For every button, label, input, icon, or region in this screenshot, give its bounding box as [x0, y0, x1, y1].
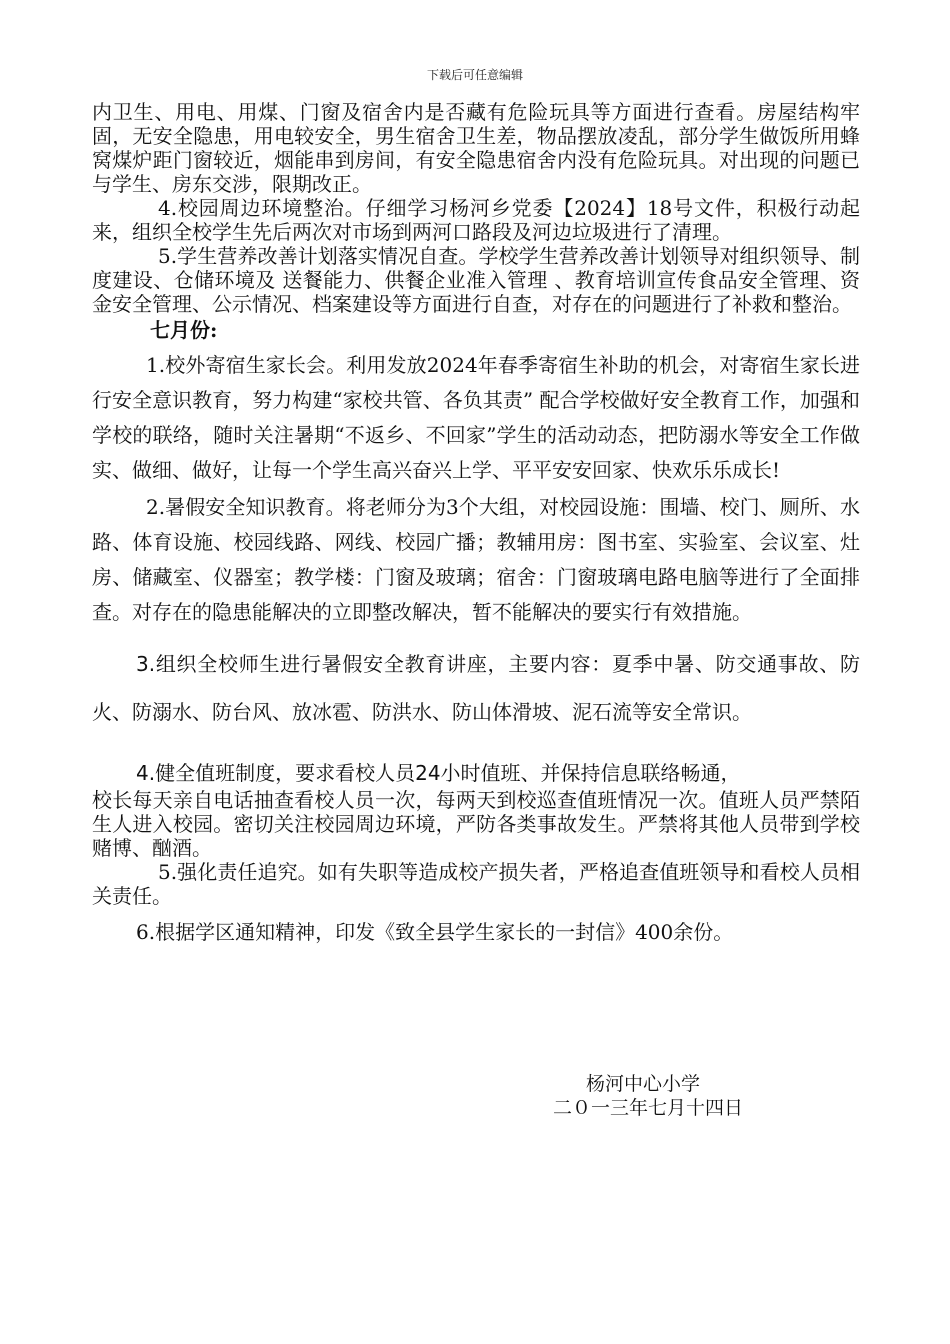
page-header-note: 下载后可任意编辑	[426, 68, 523, 82]
paragraph-number: 4.	[136, 761, 156, 785]
paragraph-accountability: 5.强化责任追究。如有失职等造成校产损失者，严格追查值班领导和看校人员相关责任。	[92, 860, 860, 908]
paragraph-safety-lecture	[92, 640, 860, 736]
signature-school-name: 杨河中心小学	[586, 1073, 701, 1095]
section-heading-july: 七月份:	[150, 318, 218, 342]
signature-date: 二０一三年七月十四日	[553, 1097, 744, 1119]
paragraph-parents-meeting: 1.校外寄宿生家长会。利用发放2024年春季寄宿生补助的机会，对寄宿生家长进行安全意识教育，努力构建“家校共管、各负其责” 配合学校做好安全教育工作，加强和学校的联络，随时关注暑期“不返乡、不回家”学生的活动动态，把防溺水等安全工作做实、做细、做好，让每一个学生高兴奋兴上学、平平安安回家、快欢乐乐成长!	[92, 353, 860, 482]
paragraph-nutrition-plan: 5.学生营养改善计划落实情况自查。学校学生营养改善计划领导对组织领导、制度建设、仓储环境及 送餐能力、供餐企业准入管理 、教育培训宣传食品安全管理、资金安全管理、公示情况、档案建设等方面进行自查，对存在的问题进行了补救和整治。	[92, 244, 860, 316]
paragraph-parent-letter: 6.根据学区通知精神，印发《致全县学生家长的一封信》400余份。	[136, 920, 734, 944]
paragraph-campus-environment: 4.校园周边环境整治。仔细学习杨河乡党委【2024】18号文件，积极行动起来，组织全校学生先后两次对市场到两河口路段及河边垃圾进行了清理。	[92, 196, 860, 244]
paragraph-text: 健全值班制度，要求看校人员	[155, 761, 416, 785]
document-body	[92, 100, 860, 944]
paragraph-number: 3.	[136, 652, 156, 676]
paragraph-duty-system	[92, 758, 860, 788]
paragraph-text: 组织全校师生进行暑假安全教育讲座，主要内容：夏季中暑、防交通事故、防火、防溺水、防台风、放冰雹、防洪水、防山体滑坡、泥石流等安全常识。	[92, 652, 860, 724]
duty-hours-value: 24	[415, 761, 441, 785]
paragraph-duty-system-continued: 校长每天亲自电话抽查看校人员一次，每两天到校巡查值班情况一次。值班人员严禁陌生人进入校园。密切关注校园周边环境，严防各类事故发生。严禁将其他人员带到学校赌博、酗酒。	[92, 788, 860, 860]
paragraph-summer-safety-check: 2.暑假安全知识教育。将老师分为3个大组，对校园设施：围墙、校门、厕所、水路、体育设施、校园线路、网线、校园广播；教辅用房：图书室、实验室、会议室、灶房、储藏室、仪器室；教学楼：门窗及玻璃；宿舍：门窗玻璃电路电脑等进行了全面排查。对存在的隐患能解决的立即整改解决，暂不能解决的要实行有效措施。	[92, 495, 860, 624]
paragraph-text: 小时值班、并保持信息联络畅通，	[440, 761, 741, 785]
paragraph-dorm-check: 内卫生、用电、用煤、门窗及宿舍内是否藏有危险玩具等方面进行查看。房屋结构牢固，无安全隐患，用电较安全，男生宿舍卫生差，物品摆放凌乱，部分学生做饭所用蜂窝煤炉距门窗较近，烟能串到房间，有安全隐患宿舍内没有危险玩具。对出现的问题已与学生、房东交涉，限期改正。	[92, 100, 860, 196]
